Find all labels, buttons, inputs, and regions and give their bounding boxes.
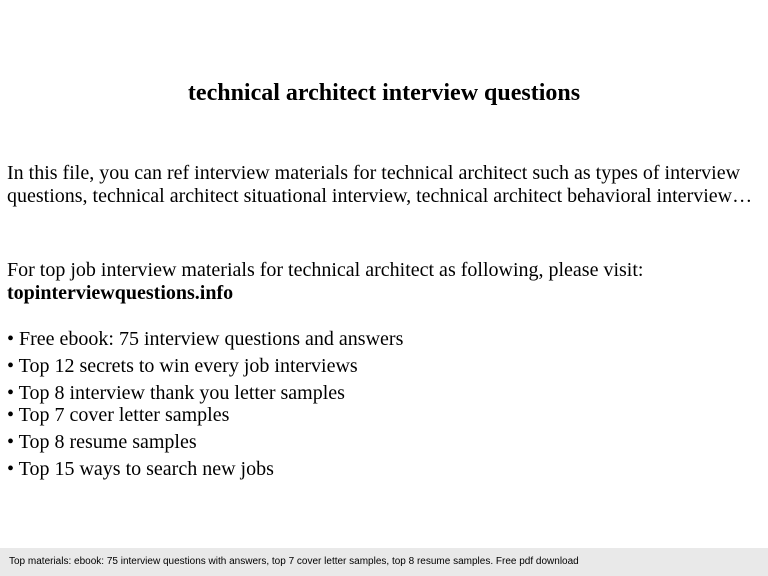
list-item-thank-you-letters: • Top 8 interview thank you letter samples bbox=[7, 382, 345, 404]
site-link[interactable]: topinterviewquestions.info bbox=[7, 282, 234, 304]
list-item-cover-letters: • Top 7 cover letter samples bbox=[7, 404, 230, 426]
visit-text: For top job interview materials for technical architect as following, please visit: bbox=[7, 259, 644, 281]
footer-bar bbox=[0, 548, 768, 576]
visit-paragraph bbox=[7, 259, 759, 305]
list-item-job-search: • Top 15 ways to search new jobs bbox=[7, 458, 274, 480]
materials-list bbox=[7, 328, 403, 480]
page-title: technical architect interview questions bbox=[187, 80, 581, 106]
intro-paragraph: In this file, you can ref interview materials for technical architect such as types of interview questions, technical architect situational interview, technical architect behavioral interview… bbox=[7, 162, 753, 207]
list-item-free-ebook: • Free ebook: 75 interview questions and answers bbox=[7, 328, 404, 350]
list-item-resume-samples: • Top 8 resume samples bbox=[7, 431, 197, 453]
list-item-secrets: • Top 12 secrets to win every job interviews bbox=[7, 355, 358, 377]
footer-text: Top materials: ebook: 75 interview questions with answers, top 7 cover letter samples, top 8 resume samples. Free pdf download bbox=[9, 556, 579, 567]
